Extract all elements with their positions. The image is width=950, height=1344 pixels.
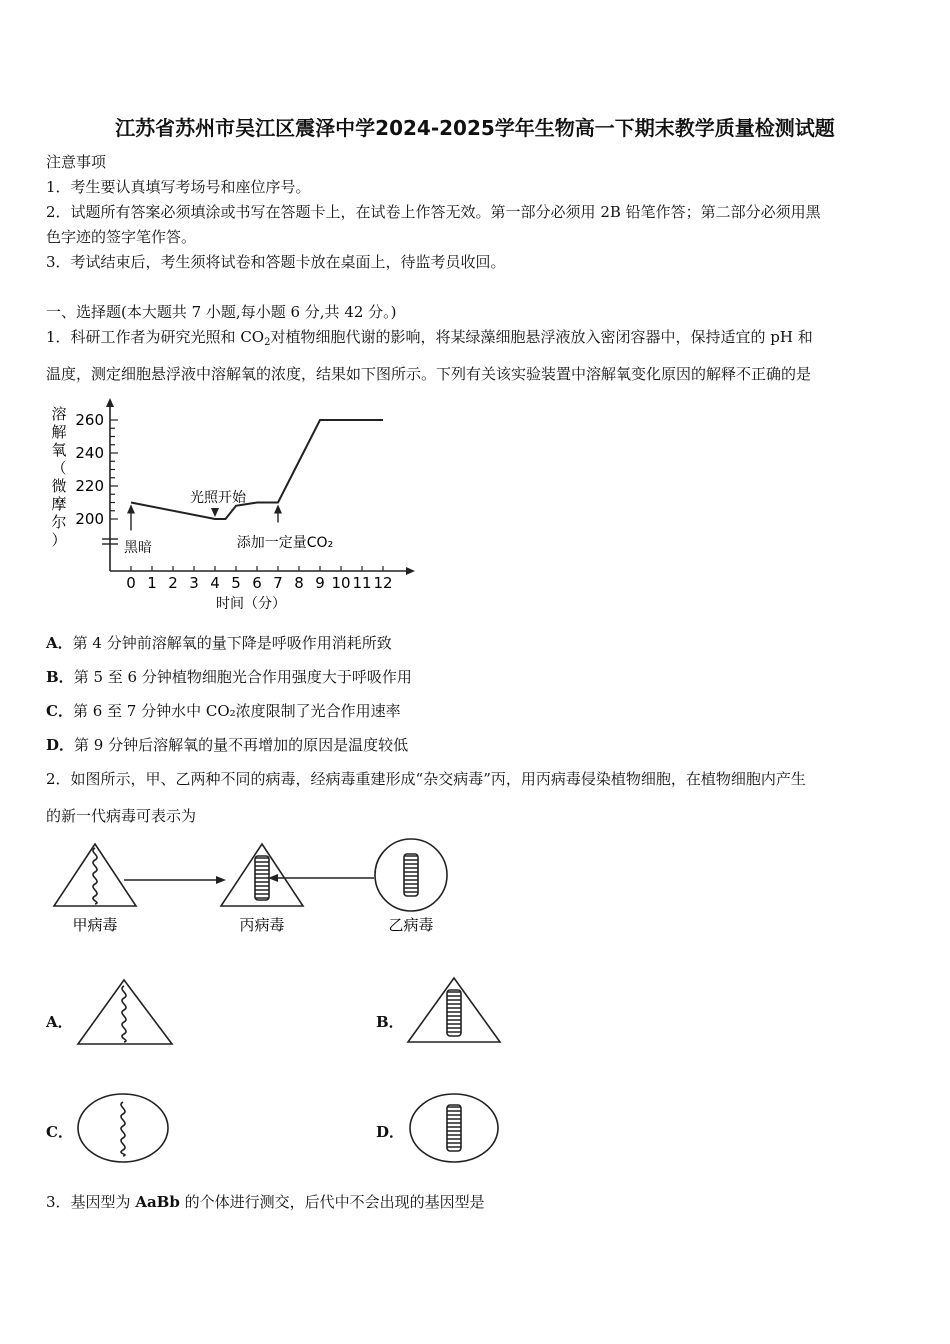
triangle-capsid-icon <box>78 980 172 1044</box>
q1-option-a-text: 第 4 分钟前溶解氧的量下降是呼吸作用消耗所致 <box>72 634 392 652</box>
q1-line-1 <box>46 327 813 353</box>
yi-rna-icon <box>447 1105 461 1151</box>
option-d-circle-yi-rna <box>408 1092 504 1166</box>
notice-item-3: 3．考试结束后，考生须将试卷和答题卡放在桌面上，待监考员收回。 <box>46 253 506 271</box>
x-tick-label: 2 <box>168 574 178 592</box>
q3-number: 3． <box>46 1193 71 1211</box>
x-tick-label: 11 <box>352 574 372 592</box>
q1-option-d[interactable] <box>46 735 408 755</box>
q1-option-d-label: D． <box>46 736 75 754</box>
y-axis-label-char: （ <box>51 459 67 477</box>
x-tick-label: 12 <box>373 574 393 592</box>
notice-item-1: 1．考生要认真填写考场号和座位序号。 <box>46 178 311 196</box>
q2-option-a[interactable]: A． <box>46 1013 73 1031</box>
y-axis-label-char: 微 <box>51 477 67 495</box>
y-axis-label-char: ） <box>51 531 67 549</box>
x-tick-label: 10 <box>331 574 351 592</box>
q1-sub: 2 <box>264 337 271 348</box>
option-c-circle-jia-rna <box>76 1092 172 1166</box>
y-axis-label-char: 溶 <box>51 405 67 423</box>
virus-bing-rna-icon <box>255 856 269 900</box>
annotation-add-co2: 添加一定量CO₂ <box>236 535 334 551</box>
annotation-arrow-head-icon <box>274 505 282 514</box>
option-b-triangle-yi-rna <box>406 976 506 1046</box>
q3-text-c: 的个体进行测交，后代中不会出现的基因型是 <box>179 1193 485 1211</box>
q1-option-c-label: C． <box>46 702 73 720</box>
jia-rna-icon <box>121 1102 125 1156</box>
q2-text: 如图所示，甲、乙两种不同的病毒，经病毒重建形成“杂交病毒”丙，用丙病毒侵染植物细胞，在植物细胞内产生 <box>70 770 806 788</box>
circle-capsid-icon <box>410 1094 498 1162</box>
annotation-light-start: 光照开始 <box>190 490 246 506</box>
yi-rna-icon <box>447 990 461 1036</box>
x-tick-label: 5 <box>231 574 241 592</box>
notice-heading: 注意事项 <box>46 153 107 171</box>
q3-text-a: 基因型为 <box>70 1193 136 1211</box>
jia-rna-icon <box>122 986 126 1042</box>
notice-item-2-cont: 色字迹的签字笔作答。 <box>46 228 197 246</box>
annotation-arrow-head-icon <box>127 505 135 514</box>
y-tick-label: 200 <box>75 510 104 528</box>
option-a-triangle-jia-rna <box>76 978 176 1048</box>
q1-option-b-text: 第 5 至 6 分钟植物细胞光合作用强度大于呼吸作用 <box>73 668 412 686</box>
y-axis-label-char: 尔 <box>51 513 67 531</box>
q1-option-c[interactable] <box>46 701 401 721</box>
x-tick-label: 0 <box>126 574 136 592</box>
q1-option-a[interactable] <box>46 633 392 653</box>
section-heading: 一、选择题(本大题共 7 小题,每小题 6 分,共 42 分。) <box>46 303 397 321</box>
q1-option-b-label: B． <box>46 668 74 686</box>
virus-jia-rna-icon <box>93 848 97 904</box>
x-axis-label: 时间（分） <box>216 596 286 612</box>
y-axis-label-char: 摩 <box>51 495 67 513</box>
q2-option-b[interactable]: B． <box>376 1013 404 1031</box>
q2-option-c[interactable]: C． <box>46 1123 73 1141</box>
y-axis-label-char: 氧 <box>51 441 67 459</box>
y-tick-label: 240 <box>75 444 104 462</box>
virus-diagram <box>50 838 450 938</box>
y-axis-arrow-icon <box>106 398 114 407</box>
circle-capsid-icon <box>78 1094 168 1162</box>
x-tick-label: 4 <box>210 574 220 592</box>
annotation-dark: 黑暗 <box>124 540 152 556</box>
q2-line-2: 的新一代病毒可表示为 <box>46 807 197 825</box>
q2-line-1 <box>46 769 806 789</box>
y-tick-label: 220 <box>75 477 104 495</box>
label-yi: 乙病毒 <box>388 916 434 934</box>
q1-number: 1． <box>46 328 71 346</box>
x-tick-label: 1 <box>147 574 157 592</box>
arrow-head-icon <box>216 876 226 884</box>
q3-genotype: AaBb <box>135 1193 180 1211</box>
y-tick-label: 260 <box>75 411 104 429</box>
dissolved-oxygen-chart <box>40 398 420 618</box>
x-tick-label: 8 <box>294 574 304 592</box>
q2-number: 2． <box>46 770 71 788</box>
q1-line-2: 温度，测定细胞悬浮液中溶解氧的浓度，结果如下图所示。下列有关该实验装置中溶解氧变化原因的解释不正确的是 <box>46 365 812 383</box>
series-line <box>131 420 383 519</box>
annotation-arrow-head-icon <box>211 508 219 517</box>
page-title: 江苏省苏州市吴江区震泽中学2024-2025学年生物高一下期末教学质量检测试题 <box>115 116 835 140</box>
y-axis-label-char: 解 <box>51 423 67 441</box>
x-tick-label: 9 <box>315 574 325 592</box>
virus-yi-rna-icon <box>404 854 418 896</box>
virus-bing-capsid-icon <box>221 844 303 906</box>
x-tick-label: 3 <box>189 574 199 592</box>
q1-option-b[interactable] <box>46 667 412 687</box>
q3-line <box>46 1192 485 1212</box>
q1-option-d-text: 第 9 分钟后溶解氧的量不再增加的原因是温度较低 <box>74 736 409 754</box>
q2-option-d[interactable]: D． <box>376 1123 405 1141</box>
label-jia: 甲病毒 <box>72 916 118 934</box>
q1-text-a: 科研工作者为研究光照和 CO <box>70 328 265 346</box>
x-tick-label: 7 <box>273 574 283 592</box>
q1-option-a-label: A． <box>46 634 73 652</box>
x-axis-arrow-icon <box>406 567 415 575</box>
virus-yi-capsid-icon <box>375 839 447 911</box>
label-bing: 丙病毒 <box>239 916 285 934</box>
x-tick-label: 6 <box>252 574 262 592</box>
q1-option-c-text: 第 6 至 7 分钟水中 CO₂浓度限制了光合作用速率 <box>72 702 401 720</box>
notice-item-2: 2．试题所有答案必须填涂或书写在答题卡上，在试卷上作答无效。第一部分必须用 2B 铅笔作答；第二部分必须用黑 <box>46 203 821 221</box>
q1-text-b: 对植物细胞代谢的影响，将某绿藻细胞悬浮液放入密闭容器中，保持适宜的 pH 和 <box>270 328 813 346</box>
